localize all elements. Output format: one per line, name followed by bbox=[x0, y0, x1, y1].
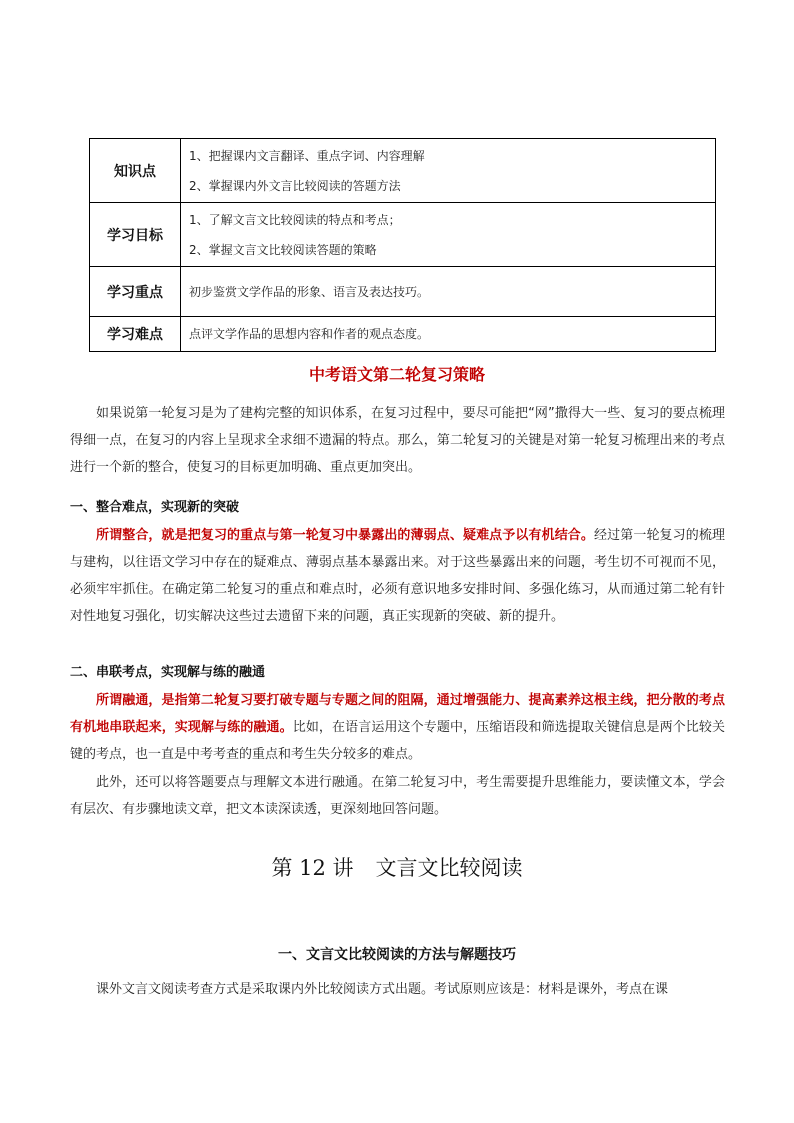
section1-paragraph bbox=[70, 522, 725, 630]
summary-table bbox=[89, 138, 716, 352]
strategy-title: 中考语文第二轮复习策略 bbox=[308, 365, 485, 384]
content-line: 2、掌握课内外文言比较阅读的答题方法 bbox=[189, 178, 401, 193]
content-line: 初步鉴赏文学作品的形象、语言及表达技巧。 bbox=[189, 284, 430, 299]
row-header-goals: 学习目标 bbox=[90, 203, 181, 267]
table-row bbox=[90, 267, 716, 317]
lecture-name: 文言文比较阅读 bbox=[375, 856, 523, 880]
row-content-knowledge bbox=[181, 139, 716, 203]
section1-emphasis: 所谓整合，就是把复习的重点与第一轮复习中暴露出的薄弱点、疑难点予以有机结合。 bbox=[96, 528, 595, 543]
content-line: 1、把握课内文言翻译、重点字词、内容理解 bbox=[189, 148, 425, 163]
section1-text: 经过第一轮复习的梳理与建构，以往语文学习中存在的疑难点、薄弱点基本暴露出来。对于这些暴露出来的问题，考生切不可视而不见，必须牢牢抓住。在确定第二轮复习的重点和难点时，必须有意识地多安排时间、多强化练习，从而通过第二轮有针对性地复习强化，切实解决这些过去遗留下来的问题，真正实现新的突破、新的提升。 bbox=[70, 528, 725, 624]
row-content-difficulty bbox=[181, 317, 716, 352]
summary-table-wrapper bbox=[89, 138, 716, 352]
method-title: 一、文言文比较阅读的方法与解题技巧 bbox=[278, 947, 516, 963]
section2-heading: 二、串联考点，实现解与练的融通 bbox=[70, 665, 266, 680]
intro-paragraph: 如果说第一轮复习是为了建构完整的知识体系，在复习过程中，要尽可能把“网”撒得大一些、复习的要点梳理得细一点，在复习的内容上呈现求全求细不遗漏的特点。那么，第二轮复习的关键是对第一轮复习梳理出来的考点进行一个新的整合，使复习的目标更加明确、重点更加突出。 bbox=[70, 406, 725, 475]
content-line: 点评文学作品的思想内容和作者的观点态度。 bbox=[189, 327, 430, 341]
lecture-title bbox=[0, 852, 794, 882]
lecture-number: 第 12 讲 bbox=[271, 856, 354, 880]
content-line: 1、了解文言文比较阅读的特点和考点； bbox=[189, 212, 401, 227]
table-row bbox=[90, 203, 716, 267]
table-row bbox=[90, 139, 716, 203]
section2-paragraph bbox=[70, 687, 725, 768]
row-header-focus: 学习重点 bbox=[90, 267, 181, 317]
section2-emphasis: 所谓融通，是指第二轮复习要打破专题与专题之间的阻隔，通过增强能力、提高素养这根主线，把分散的考点有机地串联起来，实现解与练的融通。 bbox=[70, 693, 725, 735]
content-line: 2、掌握文言文比较阅读答题的策略 bbox=[189, 242, 377, 257]
row-content-goals bbox=[181, 203, 716, 267]
row-header-difficulty: 学习难点 bbox=[90, 317, 181, 352]
closing-paragraph: 此外，还可以将答题要点与理解文本进行融通。在第二轮复习中，考生需要提升思维能力，要读懂文本，学会有层次、有步骤地读文章，把文本读深读透，更深刻地回答问题。 bbox=[70, 775, 725, 817]
section1-heading: 一、整合难点，实现新的突破 bbox=[70, 500, 240, 515]
row-header-knowledge: 知识点 bbox=[90, 139, 181, 203]
method-paragraph: 课外文言文阅读考查方式是采取课内外比较阅读方式出题。考试原则应该是：材料是课外，考点在课 bbox=[96, 982, 669, 997]
row-content-focus bbox=[181, 267, 716, 317]
table-row bbox=[90, 317, 716, 352]
section2-text: 比如，在语言运用这个专题中，压缩语段和筛选提取关键信息是两个比较关键的考点，也一直是中考考查的重点和考生失分较多的难点。 bbox=[70, 720, 725, 762]
